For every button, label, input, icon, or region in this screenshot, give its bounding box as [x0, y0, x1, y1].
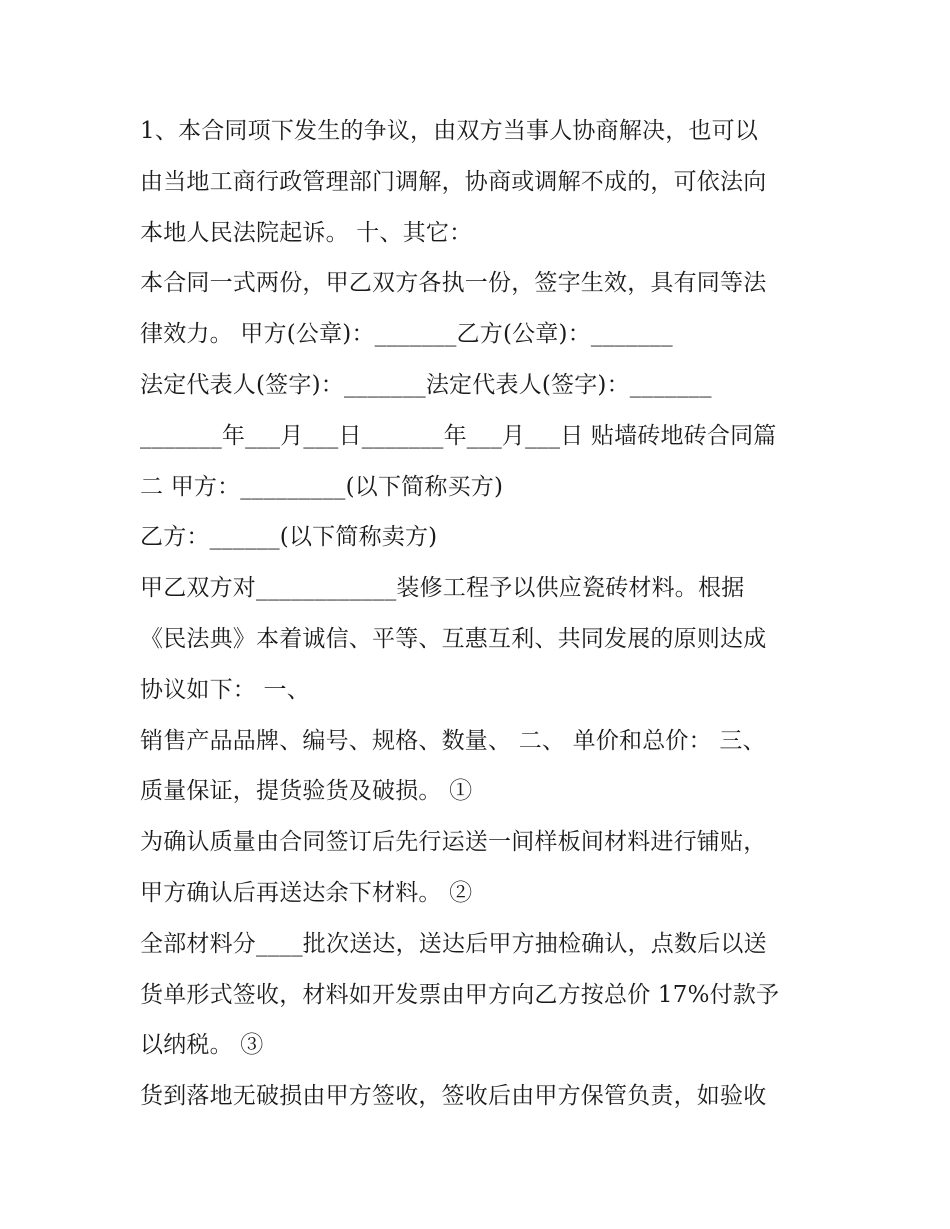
text-line: 二 甲方：_________(以下简称买方): [140, 473, 504, 500]
text-line: 协议如下： 一、: [140, 676, 310, 703]
document-body: [140, 106, 820, 1122]
text-line: 货单形式签收，材料如开发票由甲方向乙方按总价 17%付款予: [140, 981, 780, 1008]
text-line: 1、本合同项下发生的争议，由双方当事人协商解决，也可以: [140, 118, 759, 144]
text-line: 法定代表人(签字)：_______法定代表人(签字)：_______: [140, 371, 712, 398]
text-line: 甲乙双方对____________装修工程予以供应瓷砖材料。根据: [140, 575, 745, 602]
text-line: _______年___月___日_______年___月___日 贴墙砖地砖合同篇: [140, 422, 777, 449]
text-line: 甲方确认后再送达余下材料。 ②: [140, 879, 473, 906]
text-line: 本合同一式两份，甲乙双方各执一份，签字生效，具有同等法: [140, 270, 767, 297]
text-line: 律效力。 甲方(公章)：_______乙方(公章)：_______: [140, 321, 673, 348]
text-line: 以纳税。 ③: [140, 1032, 264, 1059]
text-line: 《民法典》本着诚信、平等、互惠互利、共同发展的原则达成: [140, 625, 767, 652]
text-line: 货到落地无破损由甲方签收，签收后由甲方保管负责，如验收: [140, 1083, 767, 1110]
text-line: 全部材料分____批次送达，送达后甲方抽检确认，点数后以送: [140, 930, 767, 957]
text-line: 销售产品品牌、编号、规格、数量、 二、 单价和总价： 三、: [140, 727, 766, 754]
text-line: 本地人民法院起诉。 十、其它：: [140, 219, 473, 246]
text-line: 为确认质量由合同签订后先行运送一间样板间材料进行铺贴，: [140, 829, 767, 856]
text-line: 乙方：______(以下简称卖方): [140, 524, 438, 551]
text-line: 质量保证，提货验货及破损。 ①: [140, 778, 473, 805]
text-line: 由当地工商行政管理部门调解，协商或调解不成的，可依法向: [140, 168, 767, 195]
